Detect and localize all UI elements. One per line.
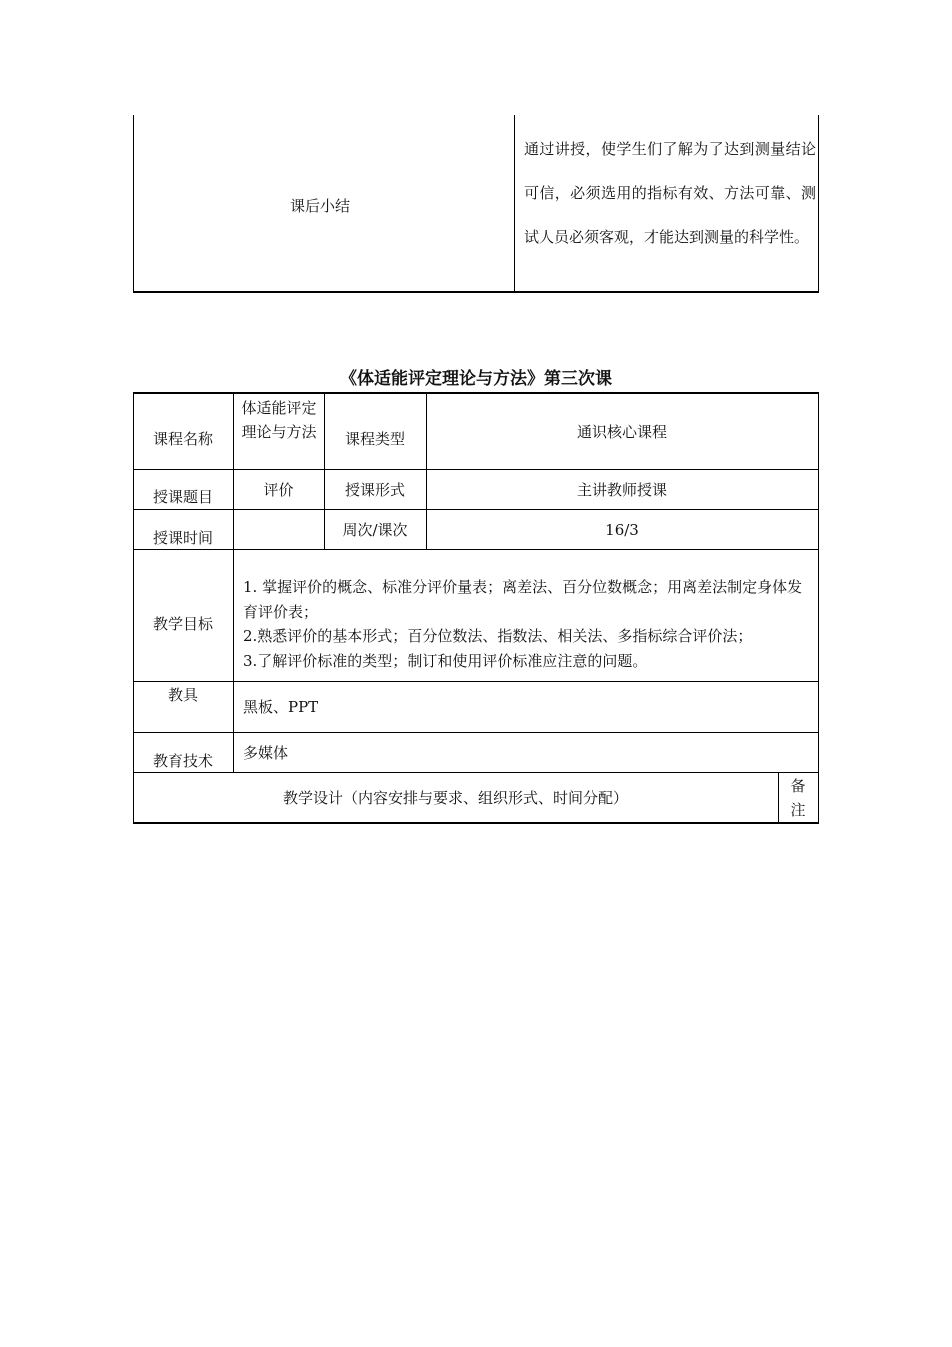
- tools-label: 教具: [167, 686, 198, 704]
- col-line: [778, 772, 779, 823]
- lesson-title: 《体适能评定理论与方法》第三次课: [340, 369, 612, 389]
- week-value: 16/3: [605, 521, 639, 539]
- table-border-bottom: [133, 291, 819, 293]
- time-label: 授课时间: [152, 529, 213, 547]
- design-label: 教学设计（内容安排与要求、组织形式、时间分配）: [282, 789, 628, 807]
- course-name-value: 体适能评定理论与方法: [241, 399, 317, 441]
- row-line: [133, 822, 819, 824]
- table-border-right: [818, 115, 819, 293]
- course-table: [133, 392, 819, 824]
- col-line: [818, 392, 819, 824]
- summary-table: [133, 115, 819, 293]
- goal-item: 1. 掌握评价的概念、标准分评价量表；离差法、百分位数概念；用离差法制定身体发育评价表；: [243, 578, 803, 621]
- goals-list: [243, 575, 813, 673]
- topic-label: 授课题目: [152, 488, 213, 506]
- course-type-value: 通识核心课程: [576, 423, 667, 441]
- row-line: [133, 681, 819, 682]
- table-border-left: [133, 115, 134, 293]
- course-type-label: 课程类型: [344, 430, 405, 448]
- goal-item: 3.了解评价标准的类型；制订和使用评价标准应注意的问题。: [243, 651, 648, 670]
- notes-label: 备注: [790, 777, 806, 819]
- row-line: [133, 469, 819, 470]
- tools-value: 黑板、PPT: [243, 698, 319, 716]
- topic-value: 评价: [263, 481, 294, 499]
- format-value: 主讲教师授课: [576, 481, 667, 499]
- row-line: [133, 509, 819, 510]
- format-label: 授课形式: [344, 481, 405, 499]
- table-divider: [514, 115, 515, 293]
- row-line: [133, 549, 819, 550]
- col-line: [233, 392, 234, 772]
- tech-value: 多媒体: [243, 744, 289, 762]
- row-line: [133, 392, 819, 394]
- summary-content: 通过讲授，使学生们了解为了达到测量结论可信，必须选用的指标有效、方法可靠、测试人员必须客观，才能达到测量的科学性。: [524, 140, 816, 246]
- course-name-label: 课程名称: [152, 430, 213, 448]
- goal-item: 2.熟悉评价的基本形式；百分位数法、指数法、相关法、多指标综合评价法；: [243, 627, 753, 645]
- row-line: [133, 772, 819, 773]
- row-line: [133, 732, 819, 733]
- goals-label: 教学目标: [152, 615, 213, 633]
- week-label: 周次/课次: [342, 521, 408, 539]
- summary-label: 课后小结: [290, 197, 351, 215]
- tech-label: 教育技术: [152, 752, 213, 770]
